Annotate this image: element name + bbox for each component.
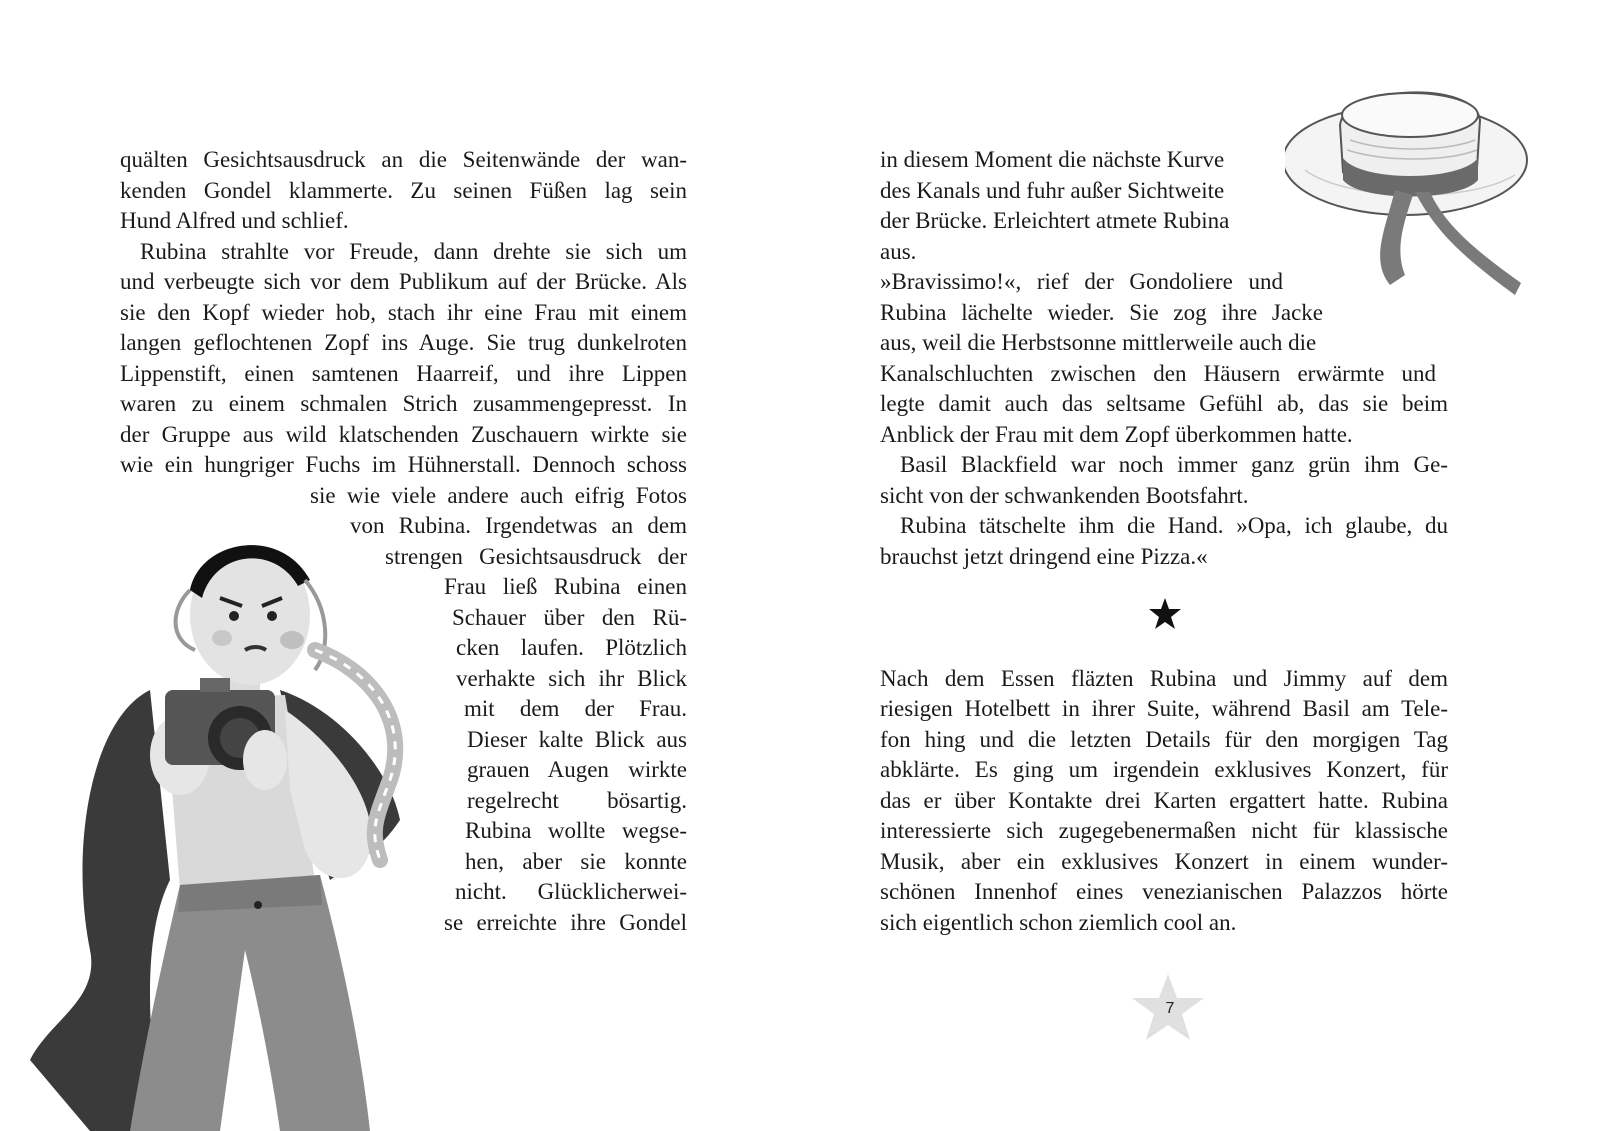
text-line: regelrecht bösartig. <box>467 788 687 813</box>
text-line: langen geflochtenen Zopf ins Auge. Sie trug dunkelroten <box>120 330 687 355</box>
text-line: der Brücke. Erleichtert atmete Rubina <box>880 208 1230 233</box>
text-line: wie ein hungriger Fuchs im Hühnerstall. Dennoch schoss <box>120 452 687 477</box>
text-line: Frau ließ Rubina einen <box>444 574 687 599</box>
text-line: sicht von der schwankenden Bootsfahrt. <box>880 483 1249 508</box>
text-line: »Bravissimo!«, rief der Gondoliere und <box>880 269 1283 294</box>
text-line: Rubina tätschelte ihm die Hand. »Opa, ich glaube, du <box>900 513 1448 538</box>
text-line: nicht. Glücklicherwei- <box>455 879 687 904</box>
text-line: Dieser kalte Blick aus <box>467 727 687 752</box>
girl-with-camera-illustration <box>30 520 450 1131</box>
text-line: waren zu einem schmalen Strich zusammengepresst. In <box>120 391 687 416</box>
text-line: Rubina wollte wegse- <box>465 818 687 843</box>
page-number: 7 <box>1165 1000 1175 1017</box>
text-line: sie den Kopf wieder hob, stach ihr eine Frau mit einem <box>120 300 687 325</box>
text-line: verhakte sich ihr Blick <box>456 666 687 691</box>
text-line: quälten Gesichtsausdruck an die Seitenwände der wan- <box>120 147 687 172</box>
text-line: strengen Gesichtsausdruck der <box>385 544 687 569</box>
text-line: aus. <box>880 239 917 264</box>
text-line: legte damit auch das seltsame Gefühl ab, das sie beim <box>880 391 1448 416</box>
text-line: cken laufen. Plötzlich <box>456 635 687 660</box>
text-line: interessierte sich zugegebenermaßen nicht für klassische <box>880 818 1448 843</box>
star-icon <box>1148 597 1182 631</box>
text-line: kenden Gondel klammerte. Zu seinen Füßen lag sein <box>120 178 687 203</box>
text-line: Anblick der Frau mit dem Zopf überkommen hatte. <box>880 422 1353 447</box>
text-line: aus, weil die Herbstsonne mittlerweile auch die <box>880 330 1317 355</box>
text-line: Musik, aber ein exklusives Konzert in einem wunder- <box>880 849 1448 874</box>
text-line: Schauer über den Rü- <box>452 605 687 630</box>
text-line: Kanalschluchten zwischen den Häusern erwärmte und <box>880 361 1436 386</box>
text-line: Rubina strahlte vor Freude, dann drehte sie sich um <box>140 239 687 264</box>
text-line: der Gruppe aus wild klatschenden Zuschauern wirkte sie <box>120 422 687 447</box>
text-line: das er über Kontakte drei Karten ergattert hatte. Rubina <box>880 788 1448 813</box>
text-line: in diesem Moment die nächste Kurve <box>880 147 1225 172</box>
text-line: mit dem der Frau. <box>464 696 687 721</box>
straw-hat-illustration <box>1285 80 1535 315</box>
right-page <box>800 0 1600 1131</box>
text-line: Nach dem Essen fläzten Rubina und Jimmy auf dem <box>880 666 1448 691</box>
text-line: riesigen Hotelbett in ihrer Suite, während Basil am Tele- <box>880 696 1448 721</box>
text-line: Lippenstift, einen samtenen Haarreif, und ihre Lippen <box>120 361 687 386</box>
text-line: Hund Alfred und schlief. <box>120 208 349 233</box>
text-line: des Kanals und fuhr außer Sichtweite <box>880 178 1225 203</box>
text-line: grauen Augen wirkte <box>467 757 687 782</box>
text-line: sich eigentlich schon ziemlich cool an. <box>880 910 1237 935</box>
text-line: brauchst jetzt dringend eine Pizza.« <box>880 544 1208 569</box>
text-line: schönen Innenhof eines venezianischen Palazzos hörte <box>880 879 1448 904</box>
text-line: fon hing und die letzten Details für den morgigen Tag <box>880 727 1448 752</box>
text-line: Basil Blackfield war noch immer ganz grün ihm Ge- <box>900 452 1448 477</box>
text-line: hen, aber sie konnte <box>465 849 687 874</box>
text-line: von Rubina. Irgendetwas an dem <box>350 513 687 538</box>
text-line: se erreichte ihre Gondel <box>444 910 687 935</box>
text-line: und verbeugte sich vor dem Publikum auf der Brücke. Als <box>120 269 687 294</box>
text-line: Rubina lächelte wieder. Sie zog ihre Jacke <box>880 300 1323 325</box>
text-line: abklärte. Es ging um irgendein exklusives Konzert, für <box>880 757 1448 782</box>
text-line: sie wie viele andere auch eifrig Fotos <box>310 483 687 508</box>
